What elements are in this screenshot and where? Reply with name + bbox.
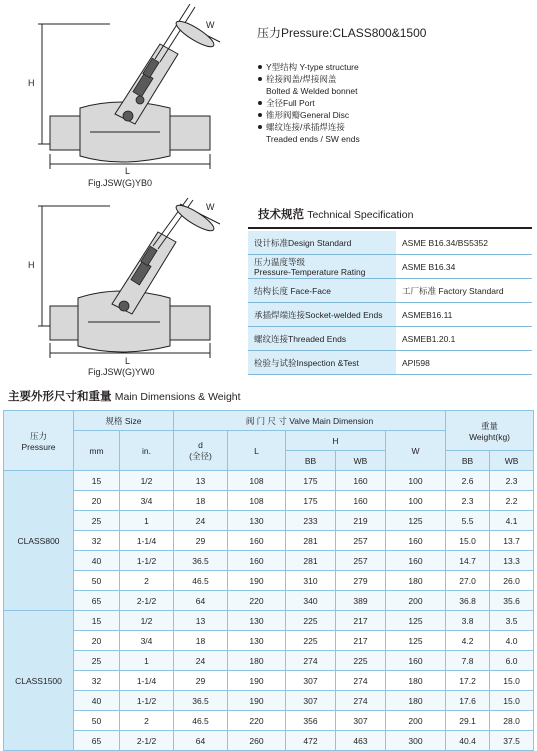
spec-row: 设计标准Design Standard ASME B16.34/BS5352 bbox=[248, 231, 532, 255]
table-cell: 233 bbox=[286, 511, 336, 531]
table-cell: 274 bbox=[286, 651, 336, 671]
table-cell: 26.0 bbox=[490, 571, 534, 591]
table-cell: 180 bbox=[228, 651, 286, 671]
table-cell: 307 bbox=[336, 711, 386, 731]
table-cell: 3/4 bbox=[120, 491, 174, 511]
spec-table bbox=[248, 231, 532, 375]
table-cell: 190 bbox=[228, 671, 286, 691]
header-h: H bbox=[286, 431, 386, 451]
table-cell: 190 bbox=[228, 691, 286, 711]
table-cell: 4.1 bbox=[490, 511, 534, 531]
bullet-icon bbox=[258, 101, 262, 105]
pressure-class-cell: CLASS1500 bbox=[4, 611, 74, 751]
table-cell: 2.2 bbox=[490, 491, 534, 511]
table-cell: 100 bbox=[386, 491, 446, 511]
table-cell: 160 bbox=[228, 531, 286, 551]
header-l: L bbox=[228, 431, 286, 471]
table-cell: 1/2 bbox=[120, 471, 174, 491]
header-size: 规格 Size bbox=[74, 411, 174, 431]
table-cell: 281 bbox=[286, 551, 336, 571]
table-cell: 274 bbox=[336, 671, 386, 691]
table-cell: 160 bbox=[386, 651, 446, 671]
dim-w-label-2: W bbox=[206, 202, 215, 212]
valve-drawing-bolted bbox=[20, 4, 250, 176]
table-cell: 5.5 bbox=[446, 511, 490, 531]
table-cell: 13.7 bbox=[490, 531, 534, 551]
table-cell: 1-1/4 bbox=[120, 671, 174, 691]
table-cell: 36.8 bbox=[446, 591, 490, 611]
table-cell: 180 bbox=[386, 571, 446, 591]
dimensions-body bbox=[4, 471, 534, 751]
table-cell: 175 bbox=[286, 471, 336, 491]
table-cell: 190 bbox=[228, 571, 286, 591]
table-row bbox=[4, 551, 534, 571]
table-cell: 1 bbox=[120, 651, 174, 671]
header-in: in. bbox=[120, 431, 174, 471]
table-cell: 15.0 bbox=[490, 671, 534, 691]
table-cell: 3.8 bbox=[446, 611, 490, 631]
table-cell: 257 bbox=[336, 531, 386, 551]
table-cell: 15 bbox=[74, 611, 120, 631]
table-cell: 40 bbox=[74, 691, 120, 711]
table-cell: 37.5 bbox=[490, 731, 534, 751]
table-cell: 2.6 bbox=[446, 471, 490, 491]
feature-item-continued: Treaded ends / SW ends bbox=[266, 134, 360, 144]
dim-l-label: L bbox=[125, 166, 131, 176]
table-cell: 217 bbox=[336, 631, 386, 651]
header-main-dimension: 阀 门 尺 寸 Valve Main Dimension bbox=[174, 411, 446, 431]
figure-caption-2: Fig.JSW(G)YW0 bbox=[88, 367, 155, 377]
table-cell: 300 bbox=[386, 731, 446, 751]
table-cell: 160 bbox=[336, 491, 386, 511]
table-cell: 15 bbox=[74, 471, 120, 491]
dim-h-label: H bbox=[28, 78, 35, 88]
bullet-icon bbox=[258, 125, 262, 129]
table-cell: 17.6 bbox=[446, 691, 490, 711]
dimensions-table bbox=[3, 410, 534, 751]
table-cell: 225 bbox=[286, 631, 336, 651]
table-cell: 108 bbox=[228, 491, 286, 511]
spec-row: 承插焊端连接Socket-welded Ends ASMEB16.11 bbox=[248, 303, 532, 327]
table-cell: 160 bbox=[336, 471, 386, 491]
spec-row: 压力温度等级 Pressure-Temperature Rating ASME B16.34 bbox=[248, 255, 532, 279]
table-cell: 200 bbox=[386, 591, 446, 611]
table-cell: 279 bbox=[336, 571, 386, 591]
header-weight: 重量 Weight(kg) bbox=[446, 411, 534, 451]
table-cell: 50 bbox=[74, 571, 120, 591]
table-cell: 160 bbox=[386, 531, 446, 551]
table-cell: 65 bbox=[74, 731, 120, 751]
table-row bbox=[4, 611, 534, 631]
table-row bbox=[4, 671, 534, 691]
table-cell: 50 bbox=[74, 711, 120, 731]
feature-item: 全径Full Port bbox=[258, 97, 528, 109]
table-cell: 307 bbox=[286, 691, 336, 711]
table-cell: 125 bbox=[386, 611, 446, 631]
table-cell: 18 bbox=[174, 631, 228, 651]
header-mm: mm bbox=[74, 431, 120, 471]
table-cell: 15.0 bbox=[446, 531, 490, 551]
table-cell: 15.0 bbox=[490, 691, 534, 711]
table-row bbox=[4, 711, 534, 731]
table-cell: 1/2 bbox=[120, 611, 174, 631]
table-cell: 340 bbox=[286, 591, 336, 611]
table-cell: 2 bbox=[120, 571, 174, 591]
table-cell: 20 bbox=[74, 491, 120, 511]
table-row bbox=[4, 471, 534, 491]
spec-row: 螺纹连接Threaded Ends ASMEB1.20.1 bbox=[248, 327, 532, 351]
table-cell: 130 bbox=[228, 511, 286, 531]
table-cell: 389 bbox=[336, 591, 386, 611]
table-cell: 175 bbox=[286, 491, 336, 511]
table-cell: 219 bbox=[336, 511, 386, 531]
table-cell: 160 bbox=[386, 551, 446, 571]
table-cell: 35.6 bbox=[490, 591, 534, 611]
table-cell: 130 bbox=[228, 611, 286, 631]
feature-item: 锥形阀瓣General Disc bbox=[258, 109, 528, 121]
pressure-title: 压力Pressure:CLASS800&1500 bbox=[257, 26, 427, 40]
table-cell: 160 bbox=[228, 551, 286, 571]
table-cell: 257 bbox=[336, 551, 386, 571]
table-cell: 24 bbox=[174, 511, 228, 531]
spec-divider bbox=[248, 227, 532, 229]
table-cell: 2.3 bbox=[446, 491, 490, 511]
table-cell: 13 bbox=[174, 611, 228, 631]
feature-item: Y型结构 Y-type structure bbox=[258, 61, 528, 73]
table-cell: 260 bbox=[228, 731, 286, 751]
spec-row: 结构长度 Face-Face 工厂标准 Factory Standard bbox=[248, 279, 532, 303]
header-d: d (全径) bbox=[174, 431, 228, 471]
table-row bbox=[4, 531, 534, 551]
table-cell: 220 bbox=[228, 591, 286, 611]
table-cell: 14.7 bbox=[446, 551, 490, 571]
table-cell: 225 bbox=[336, 651, 386, 671]
table-cell: 3.5 bbox=[490, 611, 534, 631]
feature-list bbox=[258, 61, 528, 145]
table-cell: 100 bbox=[386, 471, 446, 491]
table-cell: 13 bbox=[174, 471, 228, 491]
table-cell: 307 bbox=[286, 671, 336, 691]
header-weight-bb: BB bbox=[446, 451, 490, 471]
spec-row: 检验与试验Inspection &Test API598 bbox=[248, 351, 532, 375]
table-cell: 472 bbox=[286, 731, 336, 751]
table-cell: 463 bbox=[336, 731, 386, 751]
table-cell: 220 bbox=[228, 711, 286, 731]
valve-drawing-welded bbox=[20, 198, 250, 368]
table-cell: 125 bbox=[386, 511, 446, 531]
dimensions-title: 主要外形尺寸和重量 Main Dimensions & Weight bbox=[8, 391, 241, 403]
table-cell: 356 bbox=[286, 711, 336, 731]
table-cell: 225 bbox=[286, 611, 336, 631]
table-cell: 27.0 bbox=[446, 571, 490, 591]
table-row bbox=[4, 571, 534, 591]
table-cell: 24 bbox=[174, 651, 228, 671]
header-h-wb: WB bbox=[336, 451, 386, 471]
header-weight-wb: WB bbox=[490, 451, 534, 471]
table-cell: 29 bbox=[174, 531, 228, 551]
table-cell: 4.2 bbox=[446, 631, 490, 651]
table-cell: 20 bbox=[74, 631, 120, 651]
table-cell: 200 bbox=[386, 711, 446, 731]
table-cell: 2 bbox=[120, 711, 174, 731]
feature-item: 螺纹连接/承插焊连接 bbox=[258, 121, 528, 133]
table-row bbox=[4, 691, 534, 711]
table-cell: 28.0 bbox=[490, 711, 534, 731]
bullet-icon bbox=[258, 113, 262, 117]
table-cell: 1-1/2 bbox=[120, 551, 174, 571]
table-cell: 13.3 bbox=[490, 551, 534, 571]
table-cell: 310 bbox=[286, 571, 336, 591]
table-cell: 29.1 bbox=[446, 711, 490, 731]
table-cell: 1-1/2 bbox=[120, 691, 174, 711]
table-cell: 18 bbox=[174, 491, 228, 511]
table-row bbox=[4, 591, 534, 611]
table-cell: 4.0 bbox=[490, 631, 534, 651]
feature-item-continued: Bolted & Welded bonnet bbox=[266, 86, 358, 96]
table-cell: 25 bbox=[74, 651, 120, 671]
table-cell: 17.2 bbox=[446, 671, 490, 691]
table-cell: 130 bbox=[228, 631, 286, 651]
table-row bbox=[4, 511, 534, 531]
table-row bbox=[4, 651, 534, 671]
table-cell: 64 bbox=[174, 731, 228, 751]
table-cell: 65 bbox=[74, 591, 120, 611]
bullet-icon bbox=[258, 65, 262, 69]
table-cell: 108 bbox=[228, 471, 286, 491]
table-cell: 32 bbox=[74, 671, 120, 691]
dim-l-label-2: L bbox=[125, 356, 131, 366]
table-cell: 1 bbox=[120, 511, 174, 531]
table-cell: 25 bbox=[74, 511, 120, 531]
table-row bbox=[4, 731, 534, 751]
table-cell: 2.3 bbox=[490, 471, 534, 491]
header-pressure: 压力 Pressure bbox=[4, 411, 74, 471]
table-row bbox=[4, 631, 534, 651]
table-cell: 3/4 bbox=[120, 631, 174, 651]
spec-title: 技术规范 Technical Specification bbox=[258, 209, 414, 221]
table-cell: 1-1/4 bbox=[120, 531, 174, 551]
header-h-bb: BB bbox=[286, 451, 336, 471]
table-cell: 29 bbox=[174, 671, 228, 691]
feature-item: 栓接阀盖/焊接阀盖 bbox=[258, 73, 528, 85]
table-cell: 2-1/2 bbox=[120, 731, 174, 751]
table-row bbox=[4, 491, 534, 511]
table-cell: 64 bbox=[174, 591, 228, 611]
table-cell: 46.5 bbox=[174, 711, 228, 731]
dim-w-label: W bbox=[206, 20, 215, 30]
bullet-icon bbox=[258, 77, 262, 81]
table-cell: 274 bbox=[336, 691, 386, 711]
table-cell: 180 bbox=[386, 671, 446, 691]
pressure-class-cell: CLASS800 bbox=[4, 471, 74, 611]
table-cell: 281 bbox=[286, 531, 336, 551]
table-cell: 32 bbox=[74, 531, 120, 551]
table-cell: 36.5 bbox=[174, 551, 228, 571]
table-cell: 36.5 bbox=[174, 691, 228, 711]
table-cell: 40 bbox=[74, 551, 120, 571]
table-cell: 46.5 bbox=[174, 571, 228, 591]
table-cell: 125 bbox=[386, 631, 446, 651]
figure-caption-1: Fig.JSW(G)YB0 bbox=[88, 178, 153, 188]
table-cell: 2-1/2 bbox=[120, 591, 174, 611]
table-cell: 180 bbox=[386, 691, 446, 711]
table-cell: 6.0 bbox=[490, 651, 534, 671]
table-cell: 217 bbox=[336, 611, 386, 631]
table-cell: 40.4 bbox=[446, 731, 490, 751]
dim-h-label-2: H bbox=[28, 260, 35, 270]
header-w: W bbox=[386, 431, 446, 471]
table-cell: 7.8 bbox=[446, 651, 490, 671]
